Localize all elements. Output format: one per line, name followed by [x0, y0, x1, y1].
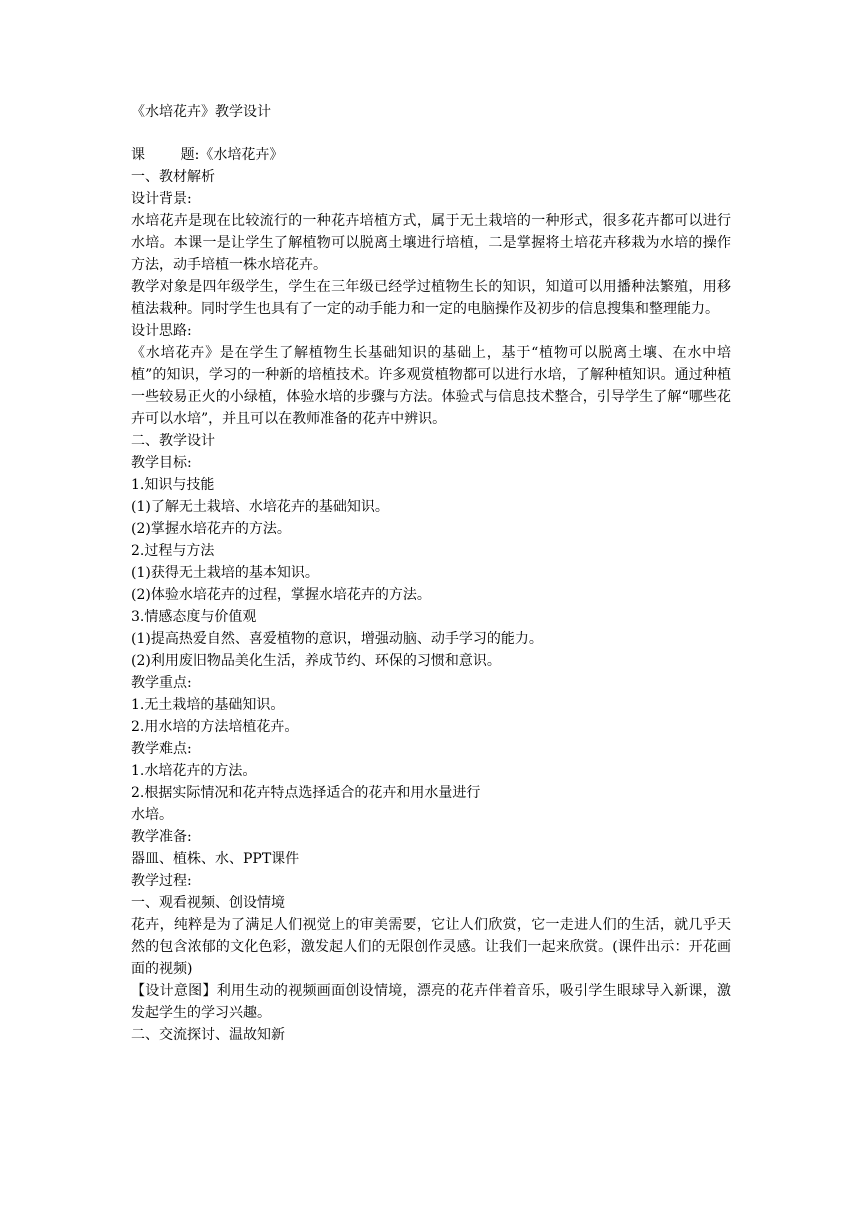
- section-heading: 二、交流探讨、温故知新: [131, 1027, 285, 1043]
- list-item: 2.根据实际情况和花卉特点选择适合的花卉和用水量进行: [131, 785, 481, 801]
- list-item: 1.无土栽培的基础知识。: [131, 697, 285, 713]
- subheading: 设计思路:: [131, 323, 192, 339]
- list-item: (1)了解无土栽培、水培花卉的基础知识。: [131, 499, 389, 515]
- subheading: 设计背景:: [131, 191, 192, 207]
- list-item: (2)掌握水培花卉的方法。: [131, 521, 291, 537]
- list-item: (2)利用废旧物品美化生活，养成节约、环保的习惯和意识。: [131, 653, 501, 669]
- paragraph: 教学对象是四年级学生，学生在三年级已经学过植物生长的知识，知道可以用播种法繁殖，用移植法栽种。同时学生也具有了一定的动手能力和一定的电脑操作及初步的信息搜集和整理能力。: [131, 279, 731, 317]
- subheading: 教学难点:: [131, 741, 192, 757]
- paragraph: 《水培花卉》是在学生了解植物生长基础知识的基础上，基于“植物可以脱离土壤、在水中培植”的知识，学习的一种新的培植技术。许多观赏植物都可以进行水培，了解种植知识。通过种植一些较易正火的小绿植，体验水培的步骤与方法。体验式与信息技术整合，引导学生了解“哪些花卉可以水培”，并且可以在教师准备的花卉中辨识。: [131, 345, 731, 427]
- list-heading: 2.过程与方法: [131, 543, 215, 559]
- course-title-line: 课 题:《水培花卉》: [131, 147, 284, 163]
- list-item: 2.用水培的方法培植花卉。: [131, 719, 299, 735]
- list-item: (1)获得无土栽培的基本知识。: [131, 565, 319, 581]
- subheading: 教学过程:: [131, 873, 192, 889]
- materials-line: 器皿、植株、水、PPT课件: [131, 851, 300, 867]
- list-item: 1.水培花卉的方法。: [131, 763, 257, 779]
- document-title: 《水培花卉》教学设计: [131, 104, 271, 120]
- list-item: (2)体验水培花卉的过程，掌握水培花卉的方法。: [131, 587, 431, 603]
- section-heading: 一、教材解析: [131, 169, 215, 185]
- document-page: [131, 101, 731, 1046]
- subheading: 教学重点:: [131, 675, 192, 691]
- paragraph: 花卉，纯粹是为了满足人们视觉上的审美需要，它让人们欣赏，它一走进人们的生活，就几乎天然的包含浓郁的文化色彩，激发起人们的无限创作灵感。让我们一起来欣赏。(课件出示：开花画面的视频): [131, 917, 731, 977]
- design-intent-paragraph: 【设计意图】利用生动的视频画面创设情境，漂亮的花卉伴着音乐，吸引学生眼球导入新课，激发起学生的学习兴趣。: [131, 983, 731, 1021]
- section-heading: 二、教学设计: [131, 433, 215, 449]
- list-item: (1)提高热爱自然、喜爱植物的意识，增强动脑、动手学习的能力。: [131, 631, 543, 647]
- list-heading: 3.情感态度与价值观: [131, 609, 257, 625]
- section-heading: 一、观看视频、创设情境: [131, 895, 285, 911]
- list-heading: 1.知识与技能: [131, 477, 215, 493]
- subheading: 教学准备:: [131, 829, 192, 845]
- list-item-continuation: 水培。: [131, 807, 173, 823]
- paragraph: 水培花卉是现在比较流行的一种花卉培植方式，属于无土栽培的一种形式，很多花卉都可以进行水培。本课一是让学生了解植物可以脱离土壤进行培植，二是掌握将土培花卉移栽为水培的操作方法，动手培植一株水培花卉。: [131, 213, 731, 273]
- document-body: [131, 144, 731, 1046]
- subheading: 教学目标:: [131, 455, 192, 471]
